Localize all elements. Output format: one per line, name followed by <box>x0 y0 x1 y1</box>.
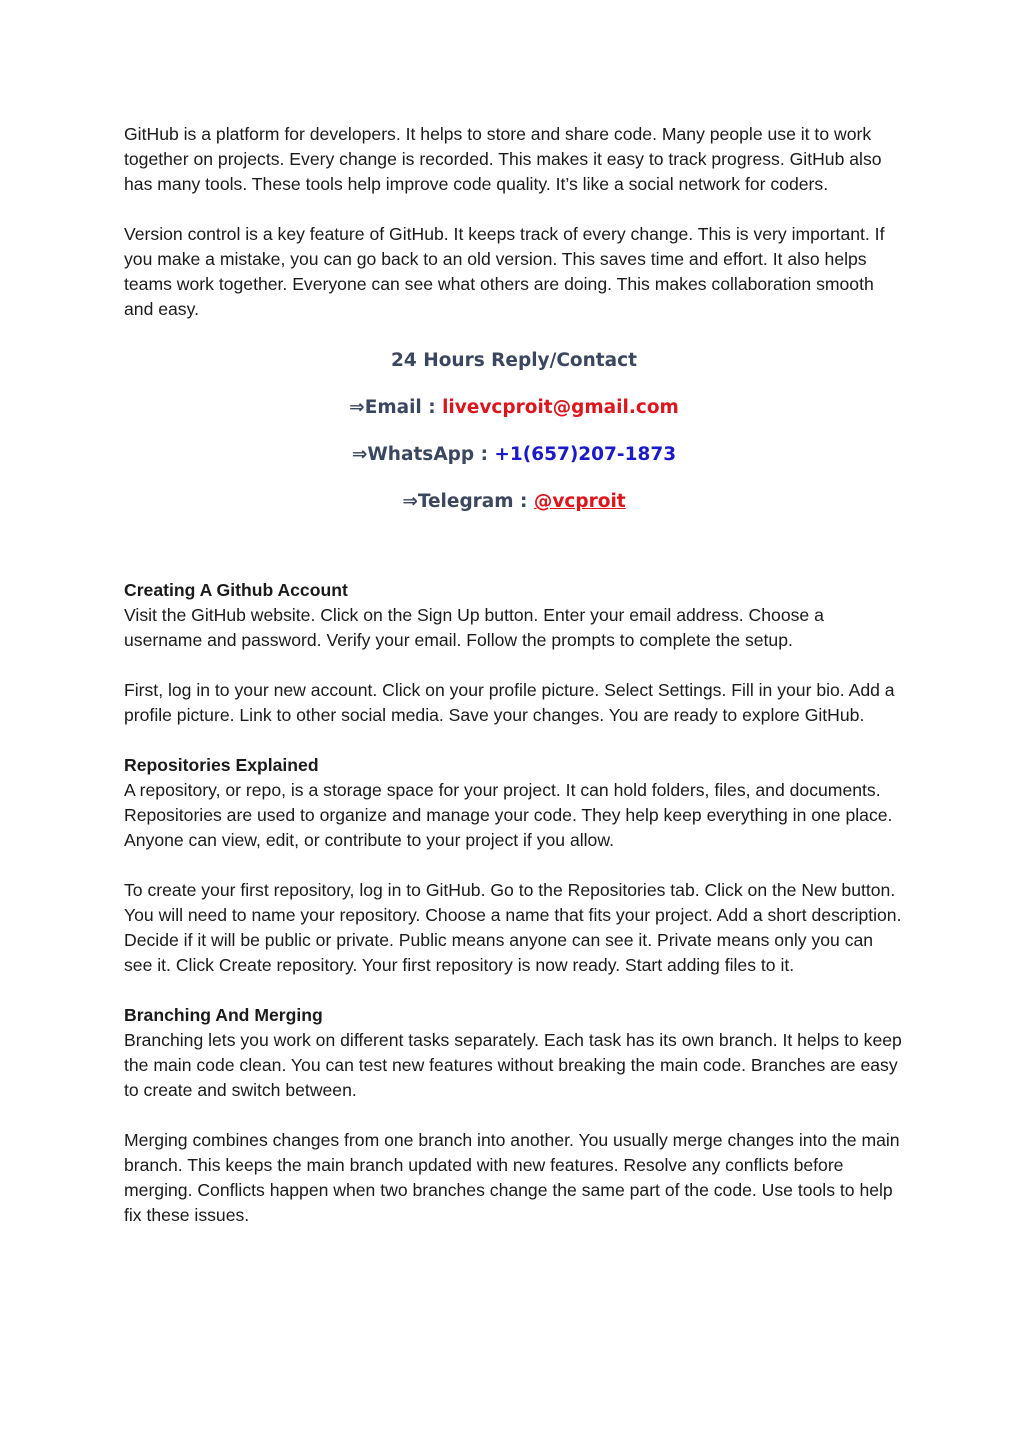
arrow-icon: ⇒ <box>351 444 368 465</box>
section-heading-account: Creating A Github Account <box>124 580 348 600</box>
paragraph-gap <box>124 1103 904 1128</box>
intro-paragraph-1: GitHub is a platform for developers. It helps to store and share code. Many people use it to work together on projects. Every change is recorded. This makes it easy to track progress. GitHub also has many tools. These tools help improve code quality. It’s like a social network for coders. <box>124 124 882 194</box>
contact-email-line <box>124 395 904 420</box>
section-heading-repositories: Repositories Explained <box>124 755 319 775</box>
contact-telegram-line <box>124 489 904 514</box>
repos-paragraph-1: A repository, or repo, is a storage space for your project. It can hold folders, files, and documents. Repositories are used to organize and manage your code. They help keep everything in one place. Anyone can view, edit, or contribute to your project if you allow. <box>124 780 893 850</box>
contact-block <box>124 348 904 514</box>
email-link[interactable]: livevcproit@gmail.com <box>442 397 679 418</box>
paragraph-gap <box>124 197 904 222</box>
paragraph-gap <box>124 978 904 1003</box>
section-heading-branching: Branching And Merging <box>124 1005 323 1025</box>
whatsapp-link[interactable]: +1(657)207-1873 <box>494 444 677 465</box>
account-paragraph-1: Visit the GitHub website. Click on the Sign Up button. Enter your email address. Choose a username and password. Verify your email. Follow the prompts to complete the setup. <box>124 605 824 650</box>
document-page <box>124 122 904 1228</box>
paragraph-gap <box>124 853 904 878</box>
paragraph-gap <box>124 653 904 678</box>
email-label: Email : <box>364 397 443 418</box>
telegram-label: Telegram : <box>417 491 534 512</box>
telegram-link[interactable]: @vcproit <box>533 491 626 512</box>
branching-paragraph-1: Branching lets you work on different tasks separately. Each task has its own branch. It helps to keep the main code clean. You can test new features without breaking the main code. Branches are easy to create and switch between. <box>124 1030 902 1100</box>
contact-heading: 24 Hours Reply/Contact <box>391 350 637 371</box>
arrow-icon: ⇒ <box>402 491 418 512</box>
intro-paragraph-2: Version control is a key feature of GitHub. It keeps track of every change. This is very important. If you make a mistake, you can go back to an old version. This saves time and effort. It also helps teams work together. Everyone can see what others are doing. This makes collaboration smooth and easy. <box>124 224 885 319</box>
arrow-icon: ⇒ <box>349 397 365 418</box>
account-paragraph-2: First, log in to your new account. Click on your profile picture. Select Settings. Fill in your bio. Add a profile picture. Link to other social media. Save your changes. You are ready to explore GitHub. <box>124 680 895 725</box>
branching-paragraph-2: Merging combines changes from one branch into another. You usually merge changes into the main branch. This keeps the main branch updated with new features. Resolve any conflicts before merging. Conflicts happen when two branches change the same part of the code. Use tools to help fix these issues. <box>124 1130 900 1225</box>
repos-paragraph-2: To create your first repository, log in to GitHub. Go to the Repositories tab. Click on the New button. You will need to name your repository. Choose a name that fits your project. Add a short description. Decide if it will be public or private. Public means anyone can see it. Private means only you can see it. Click Create repository. Your first repository is now ready. Start adding files to it. <box>124 880 902 975</box>
paragraph-gap <box>124 728 904 753</box>
contact-whatsapp-line <box>124 442 904 467</box>
whatsapp-label: WhatsApp : <box>367 444 495 465</box>
